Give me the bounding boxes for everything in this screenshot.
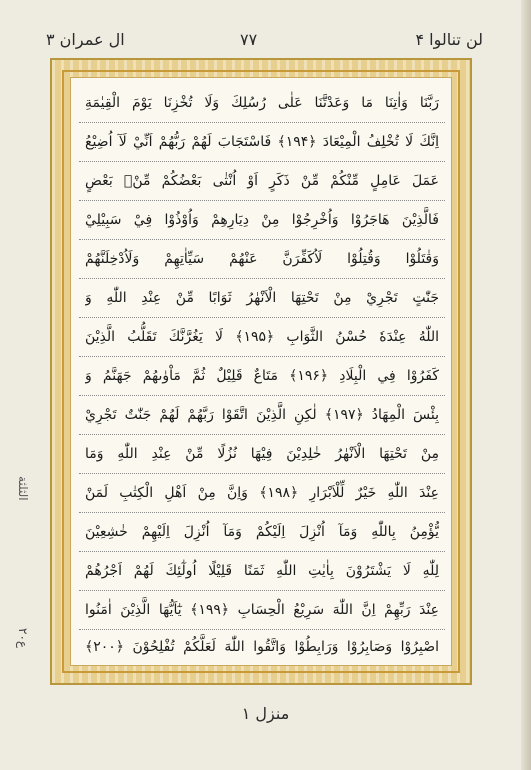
text-line: وَقٰتَلُوْا وَقُتِلُوْا لَاُكَفِّرَنَّ عَنْهُمْ سَيِّاٰتِهِمْ وَلَاُدْخِلَنَّهُمْ <box>85 251 439 267</box>
page-edge <box>521 0 531 770</box>
text-line: اِنَّكَ لَا تُخْلِفُ الْمِيْعَادَ ﴿۱۹۴﴾ فَاسْتَجَابَ لَهُمْ رَبُّهُمْ اَنِّيْ لَآ اُضِيْعُ <box>85 134 439 150</box>
text-line: مِنْ تَحْتِهَا الْاَنْهٰرُ خٰلِدِيْنَ فِيْهَا نُزُلًا مِّنْ عِنْدِ اللّٰهِ وَمَا <box>85 446 439 462</box>
text-line: جَنّٰتٍ تَجْرِيْ مِنْ تَحْتِهَا الْاَنْهٰرُ ثَوَابًا مِّنْ عِنْدِ اللّٰهِ وَ <box>85 290 439 306</box>
text-line: رَبَّنَا وَاٰتِنَا مَا وَعَدْتَّنَا عَلٰى رُسُلِكَ وَلَا تُخْزِنَا يَوْمَ الْقِيٰمَةِ <box>85 95 439 111</box>
page-header <box>0 30 531 58</box>
text-line: فَالَّذِيْنَ هَاجَرُوْا وَاُخْرِجُوْا مِنْ دِيَارِهِمْ وَاُوْذُوْا فِيْ سَبِيْلِيْ <box>85 212 439 228</box>
margin-note-top: الثلثة <box>16 476 30 501</box>
text-line: اصْبِرُوْا وَصَابِرُوْا وَرَابِطُوْا وَاتَّقُوا اللّٰهَ لَعَلَّكُمْ تُفْلِحُوْنَ ﴿۲۰۰﴾ <box>85 639 439 655</box>
text-line: اللّٰهُ عِنْدَهٗ حُسْنُ الثَّوَابِ ﴿۱۹۵﴾ لَا يَغُرَّنَّكَ تَقَلُّبُ الَّذِيْنَ <box>85 329 439 345</box>
text-line: لِلّٰهِ لَا يَشْتَرُوْنَ بِاٰيٰتِ اللّٰهِ ثَمَنًا قَلِيْلًا اُولٰٓئِكَ لَهُمْ اَجْرُهُمْ <box>85 563 439 579</box>
page-number: ۷۷ <box>240 30 258 49</box>
text-line: يُّؤْمِنُ بِاللّٰهِ وَمَآ اُنْزِلَ اِلَيْكُمْ وَمَآ اُنْزِلَ اِلَيْهِمْ خٰشِعِيْنَ <box>85 524 439 540</box>
page-footer: منزل ۱ <box>241 704 290 723</box>
header-surah: ال عمران ۳ <box>46 30 125 49</box>
text-line: كَفَرُوْا فِي الْبِلَادِ ﴿۱۹۶﴾ مَتَاعٌ قَلِيْلٌ ثُمَّ مَاْوٰىهُمْ جَهَنَّمُ وَ <box>85 368 439 384</box>
text-panel <box>70 77 452 666</box>
text-line: عَمَلَ عَامِلٍ مِّنْكُمْ مِّنْ ذَكَرٍ اَوْ اُنْثٰى بَعْضُكُمْ مِّنْۢ بَعْضٍ <box>85 173 439 189</box>
margin-note-bottom: ع۲۰ <box>16 628 30 649</box>
text-line: عِنْدَ رَبِّهِمْ اِنَّ اللّٰهَ سَرِيْعُ الْحِسَابِ ﴿۱۹۹﴾ يٰٓاَيُّهَا الَّذِيْنَ اٰمَنُوا <box>85 602 439 618</box>
header-parah: لن تنالوا ۴ <box>415 30 483 49</box>
text-line: بِئْسَ الْمِهَادُ ﴿۱۹۷﴾ لٰكِنِ الَّذِيْنَ اتَّقَوْا رَبَّهُمْ لَهُمْ جَنّٰتٌ تَجْرِيْ <box>85 407 439 423</box>
text-line: عِنْدَ اللّٰهِ خَيْرٌ لِّلْاَبْرَارِ ﴿۱۹۸﴾ وَاِنَّ مِنْ اَهْلِ الْكِتٰبِ لَمَنْ <box>85 485 439 501</box>
